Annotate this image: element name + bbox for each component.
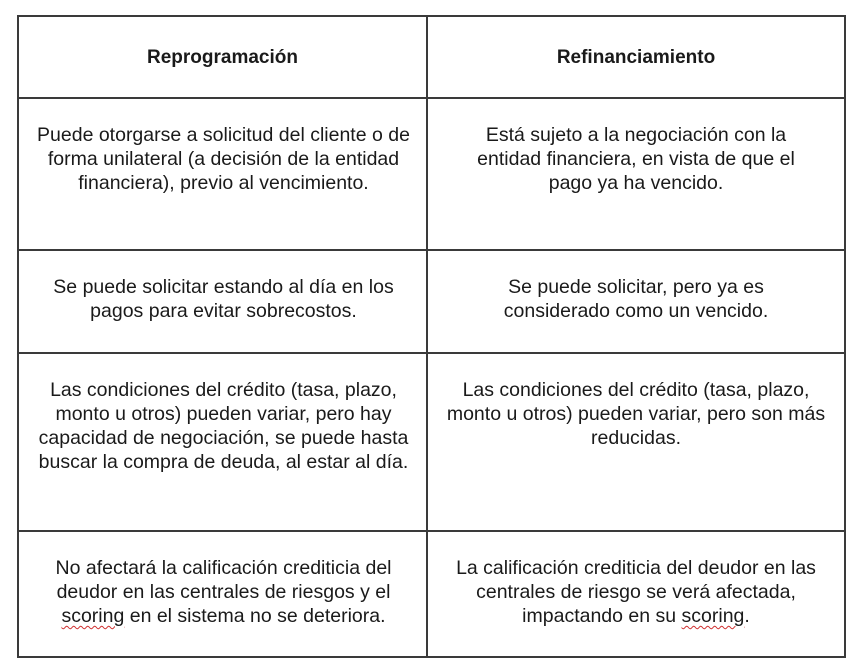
table-row xyxy=(19,530,844,656)
cell-reprogramacion xyxy=(19,251,428,354)
header-reprogramacion xyxy=(19,17,428,99)
table-row xyxy=(19,249,844,354)
spellcheck-flagged-word[interactable]: scoring xyxy=(61,605,125,627)
cell-text: Se puede solicitar estando al día en los pagos para evitar sobrecostos. xyxy=(53,276,394,322)
header-refinanciamiento xyxy=(428,17,844,99)
text-segment: en el sistema no se deteriora. xyxy=(124,605,386,627)
cell-refinanciamiento xyxy=(428,532,844,656)
text-segment: La calificación crediticia del deudor en las centrales de riesgo se verá afectada, impactando en su xyxy=(456,557,816,627)
header-label: Refinanciamiento xyxy=(556,47,716,68)
table-row xyxy=(19,97,844,251)
cell-text: Las condiciones del crédito (tasa, plazo, monto u otros) pueden variar, pero hay capacidad de negociación, se puede hasta buscar la compra de deuda, al estar al día. xyxy=(38,379,409,473)
header-label: Reprogramación xyxy=(147,47,298,68)
table-row xyxy=(19,352,844,532)
cell-text: Está sujeto a la negociación con la entidad financiera, en vista de que el pago ya ha vencido. xyxy=(477,124,795,194)
cell-text xyxy=(436,556,836,656)
text-segment: . xyxy=(744,605,750,627)
cell-reprogramacion xyxy=(19,532,428,656)
cell-refinanciamiento xyxy=(428,251,844,354)
cell-text xyxy=(33,556,414,656)
cell-refinanciamiento xyxy=(428,354,844,532)
cell-text: Puede otorgarse a solicitud del cliente o de forma unilateral (a decisión de la entidad financiera), previo al vencimiento. xyxy=(37,124,410,194)
cell-text: Se puede solicitar, pero ya es considerado como un vencido. xyxy=(503,276,769,322)
spellcheck-flagged-word[interactable]: scoring xyxy=(681,605,745,627)
text-segment: No afectará la calificación crediticia del deudor en las centrales de riesgos y el xyxy=(55,557,392,603)
cell-reprogramacion xyxy=(19,99,428,251)
comparison-table xyxy=(17,15,846,658)
table-header-row xyxy=(19,17,844,99)
cell-text: Las condiciones del crédito (tasa, plazo, monto u otros) pueden variar, pero son más reducidas. xyxy=(446,379,826,449)
cell-reprogramacion xyxy=(19,354,428,532)
cell-refinanciamiento xyxy=(428,99,844,251)
